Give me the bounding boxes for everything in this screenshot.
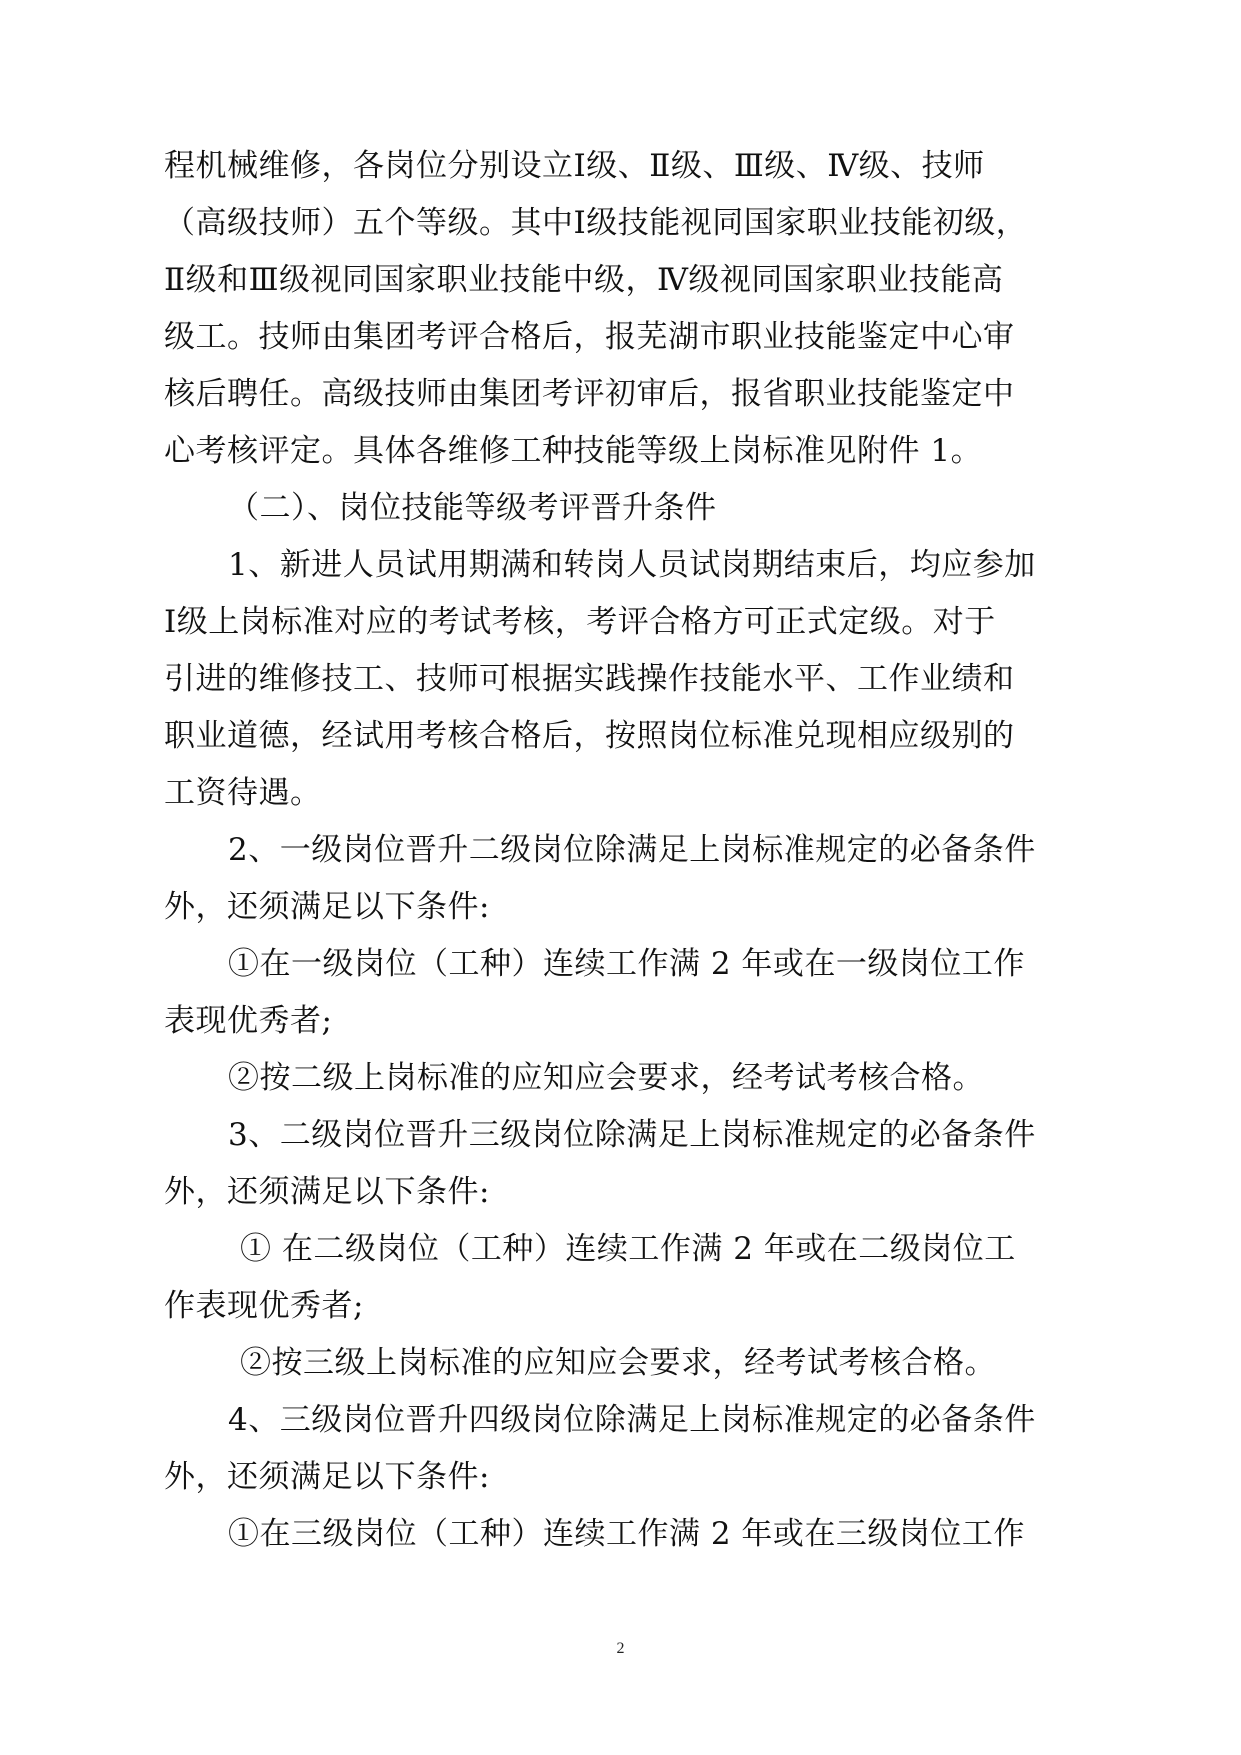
text-line: （高级技师）五个等级。其中Ⅰ级技能视同国家职业技能初级， bbox=[164, 205, 1028, 241]
text-line: ②按三级上岗标准的应知应会要求，经考试考核合格。 bbox=[240, 1345, 996, 1381]
text-line: 表现优秀者; bbox=[164, 1003, 333, 1039]
text-line: ①在一级岗位（工种）连续工作满 2 年或在一级岗位工作 bbox=[228, 946, 1025, 982]
text-line: 3、二级岗位晋升三级岗位除满足上岗标准规定的必备条件 bbox=[228, 1117, 1036, 1153]
text-line: 1、新进人员试用期满和转岗人员试岗期结束后，均应参加 bbox=[228, 547, 1036, 583]
section-heading: （二）、岗位技能等级考评晋升条件 bbox=[228, 490, 717, 526]
text-line: ① 在二级岗位（工种）连续工作满 2 年或在二级岗位工 bbox=[240, 1231, 1016, 1267]
text-line: 心考核评定。具体各维修工种技能等级上岗标准见附件 1。 bbox=[164, 433, 983, 469]
text-line: 外，还须满足以下条件: bbox=[164, 889, 490, 925]
text-line: 4、三级岗位晋升四级岗位除满足上岗标准规定的必备条件 bbox=[228, 1402, 1036, 1438]
text-line: Ⅰ级上岗标准对应的考试考核，考评合格方可正式定级。对于 bbox=[164, 604, 996, 640]
text-line: 外，还须满足以下条件: bbox=[164, 1459, 490, 1495]
text-line: ②按二级上岗标准的应知应会要求，经考试考核合格。 bbox=[228, 1060, 984, 1096]
text-line: 职业道德，经试用考核合格后，按照岗位标准兑现相应级别的 bbox=[164, 718, 1015, 754]
page-number: 2 bbox=[616, 1640, 625, 1657]
text-line: 2、一级岗位晋升二级岗位除满足上岗标准规定的必备条件 bbox=[228, 832, 1036, 868]
text-line: 引进的维修技工、技师可根据实践操作技能水平、工作业绩和 bbox=[164, 661, 1015, 697]
text-line: 工资待遇。 bbox=[164, 775, 322, 811]
text-line: 级工。技师由集团考评合格后，报芜湖市职业技能鉴定中心审 bbox=[164, 319, 1015, 355]
text-line: 外，还须满足以下条件: bbox=[164, 1174, 490, 1210]
text-line: ①在三级岗位（工种）连续工作满 2 年或在三级岗位工作 bbox=[228, 1516, 1025, 1552]
text-line: 核后聘任。高级技师由集团考评初审后，报省职业技能鉴定中 bbox=[164, 376, 1015, 412]
text-line: Ⅱ级和Ⅲ级视同国家职业技能中级，Ⅳ级视同国家职业技能高 bbox=[164, 262, 1004, 298]
text-line: 作表现优秀者; bbox=[164, 1288, 364, 1324]
text-line: 程机械维修，各岗位分别设立Ⅰ级、Ⅱ级、Ⅲ级、Ⅳ级、技师 bbox=[164, 148, 985, 184]
